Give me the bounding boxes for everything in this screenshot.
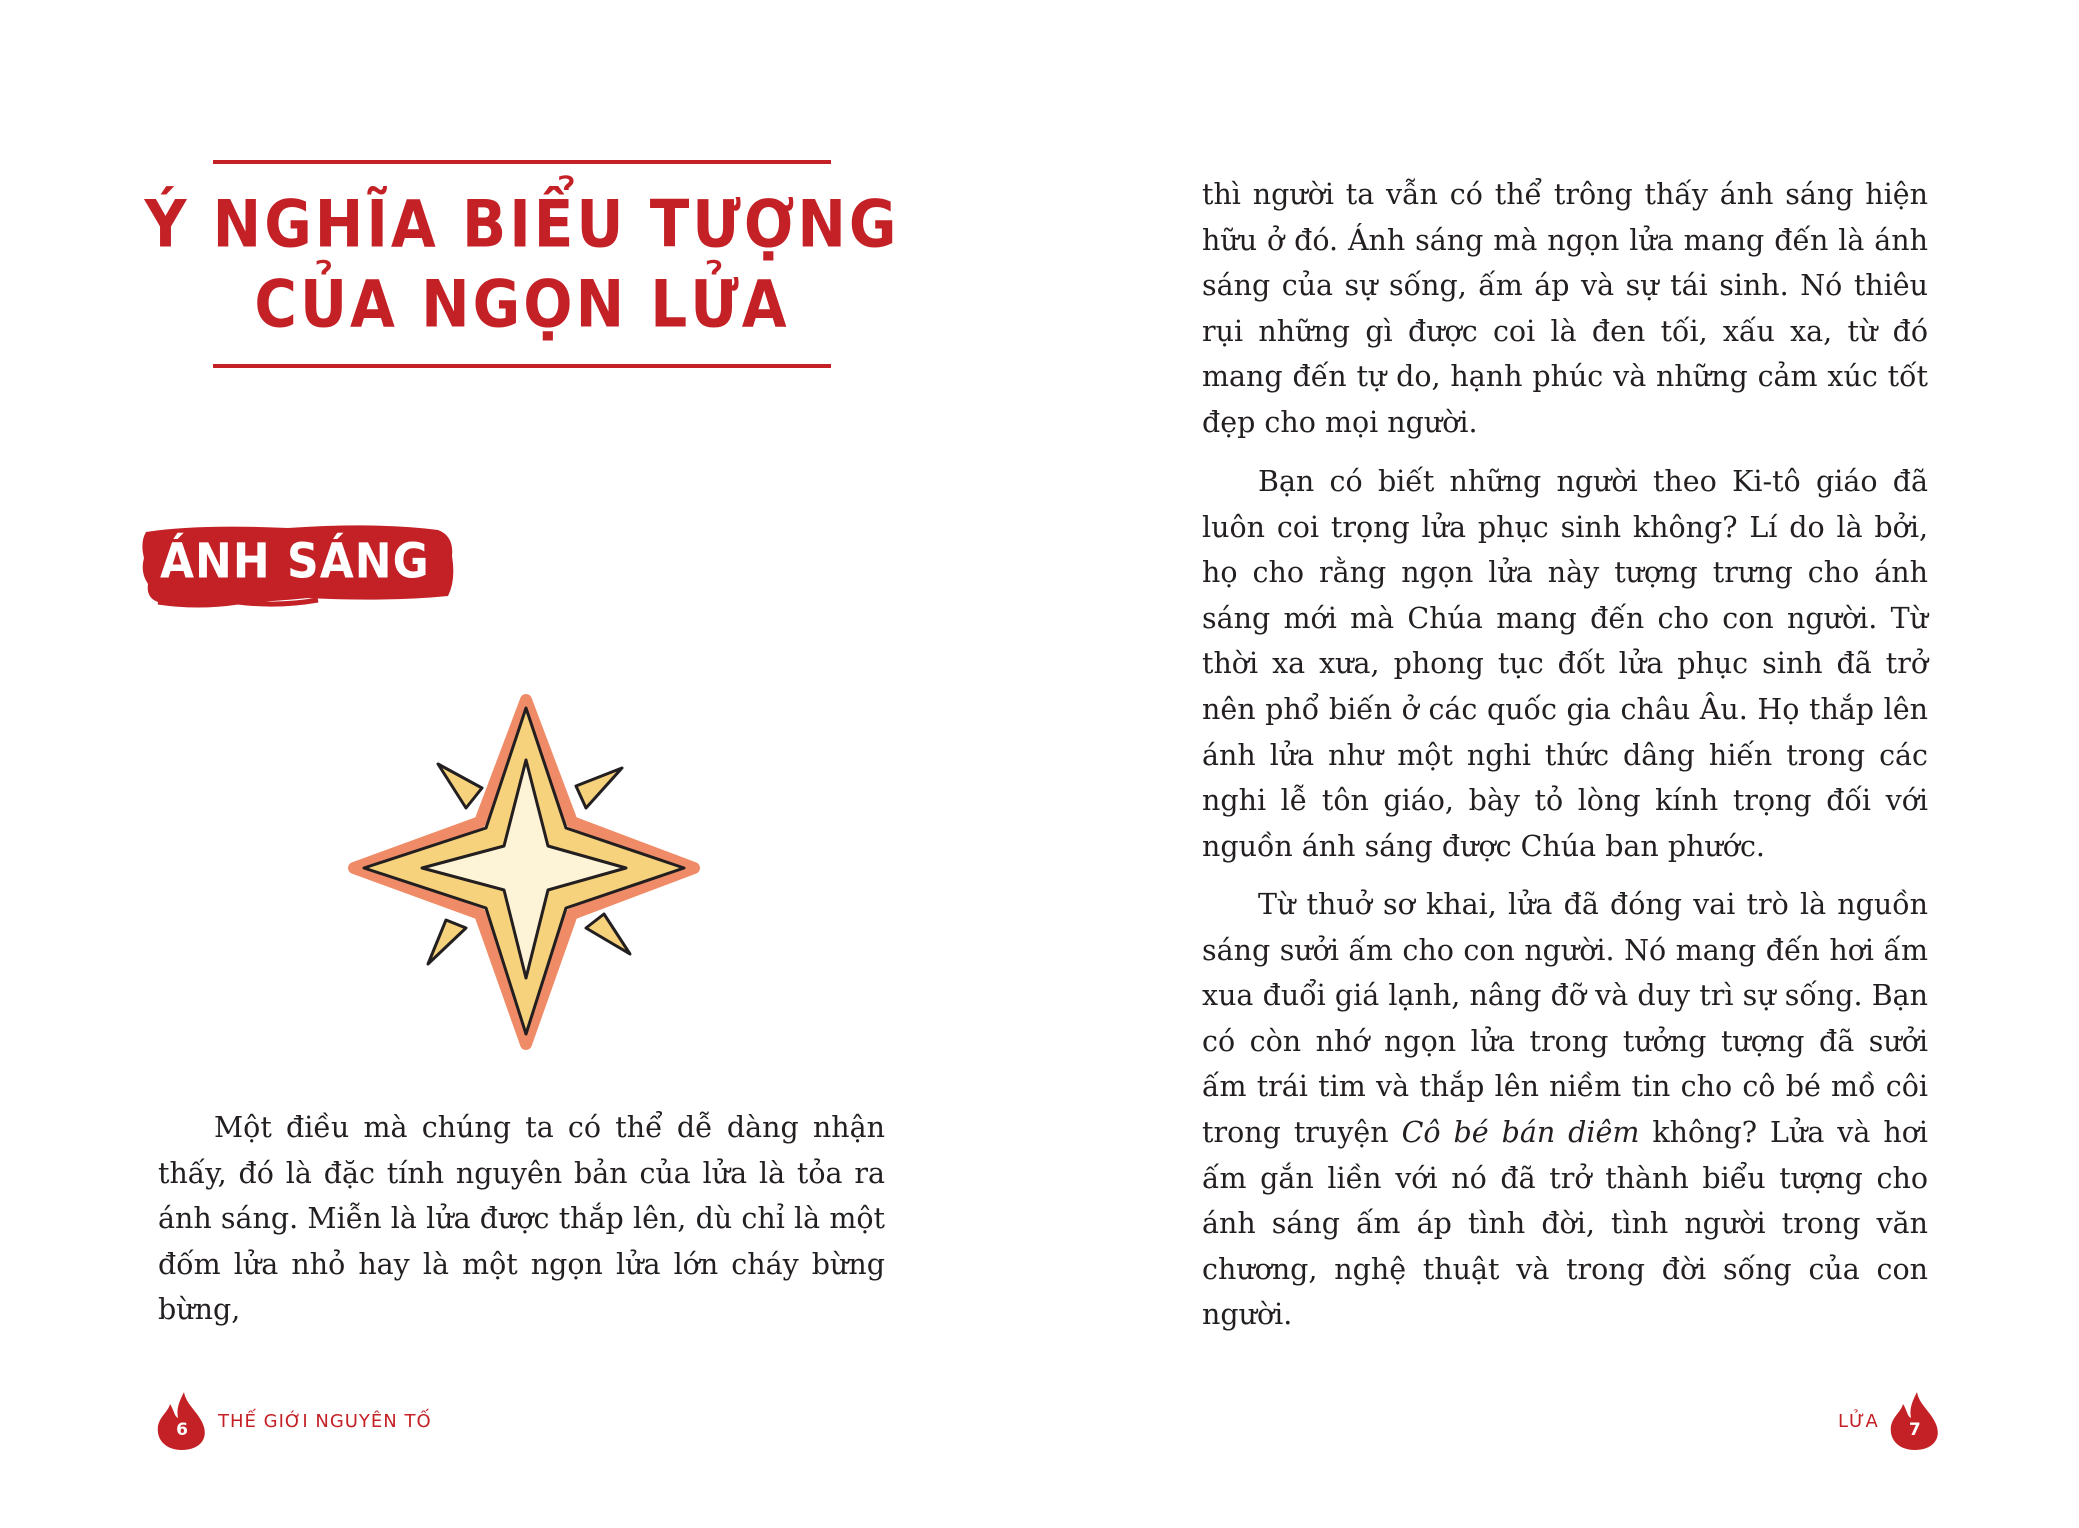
footer-right <box>1838 1390 1941 1452</box>
chapter-title <box>144 160 900 368</box>
body-paragraph: thì người ta vẫn có thể trông thấy ánh sáng hiện hữu ở đó. Ánh sáng mà ngọn lửa mang đến là ánh sáng của sự sống, ấm áp và sự tái sinh. Nó thiêu rụi những gì được coi là đen tối, xấu xa, từ đó mang đến tự do, hạnh phúc và những cảm xúc tốt đẹp cho mọi người. <box>1202 178 1928 439</box>
body-paragraph: Một điều mà chúng ta có thể dễ dàng nhận thấy, đó là đặc tính nguyên bản của lửa là tỏa ra ánh sáng. Miễn là lửa được thắp lên, dù chỉ là một đốm lửa nhỏ hay là một ngọn lửa lớn cháy bừng bừng, <box>158 1111 885 1327</box>
book-title: Cô bé bán diêm <box>1401 1115 1640 1149</box>
paragraph-text: không? Lửa và hơi ấm gắn liền với nó đã trở thành biểu tượng cho ánh sáng ấm áp tình đời, tình người trong văn chương, nghệ thuật và trong đời sống của con người. <box>1202 1115 1928 1332</box>
body-paragraph <box>1202 882 1928 1338</box>
section-label: ÁNH SÁNG <box>160 533 430 590</box>
running-title: THẾ GIỚI NGUYÊN TỐ <box>218 1410 432 1432</box>
page-number: 7 <box>1908 1420 1921 1440</box>
page-number: 6 <box>176 1420 188 1440</box>
flame-icon <box>156 1390 208 1452</box>
body-paragraph: Bạn có biết những người theo Ki-tô giáo đã luôn coi trọng lửa phục sinh không? Lí do là bởi, họ cho rằng ngọn lửa này tượng trưng cho ánh sáng mới mà Chúa mang đến cho con người. Từ thời xa xưa, phong tục đốt lửa phục sinh đã trở nên phổ biến ở các quốc gia châu Âu. Họ thắp lên ánh lửa như một nghi thức dâng hiến trong các nghi lễ tôn giáo, bày tỏ lòng kính trọng đối với nguồn ánh sáng được Chúa ban phước. <box>1202 465 1928 863</box>
paragraph-text: Từ thuở sơ khai, lửa đã đóng vai trò là nguồn sáng sưởi ấm cho con người. Nó mang đến hơi ấm xua đuổi giá lạnh, nâng đỡ và duy trì sự sống. Bạn có còn nhớ ngọn lửa trong tưởng tượng đã sưởi ấm trái tim và thắp lên niềm tin cho cô bé mồ côi trong truyện <box>1202 888 1928 1149</box>
chapter-title-line-2: CỦA NGỌN LỬA <box>254 265 790 343</box>
footer-left <box>156 1390 432 1452</box>
section-badge <box>138 522 456 608</box>
chapter-title-line-1: Ý NGHĨA BIỂU TƯỢNG <box>144 185 900 263</box>
four-point-star-icon <box>348 690 704 1056</box>
running-title: LỬA <box>1838 1410 1879 1432</box>
flame-icon <box>1889 1390 1941 1452</box>
